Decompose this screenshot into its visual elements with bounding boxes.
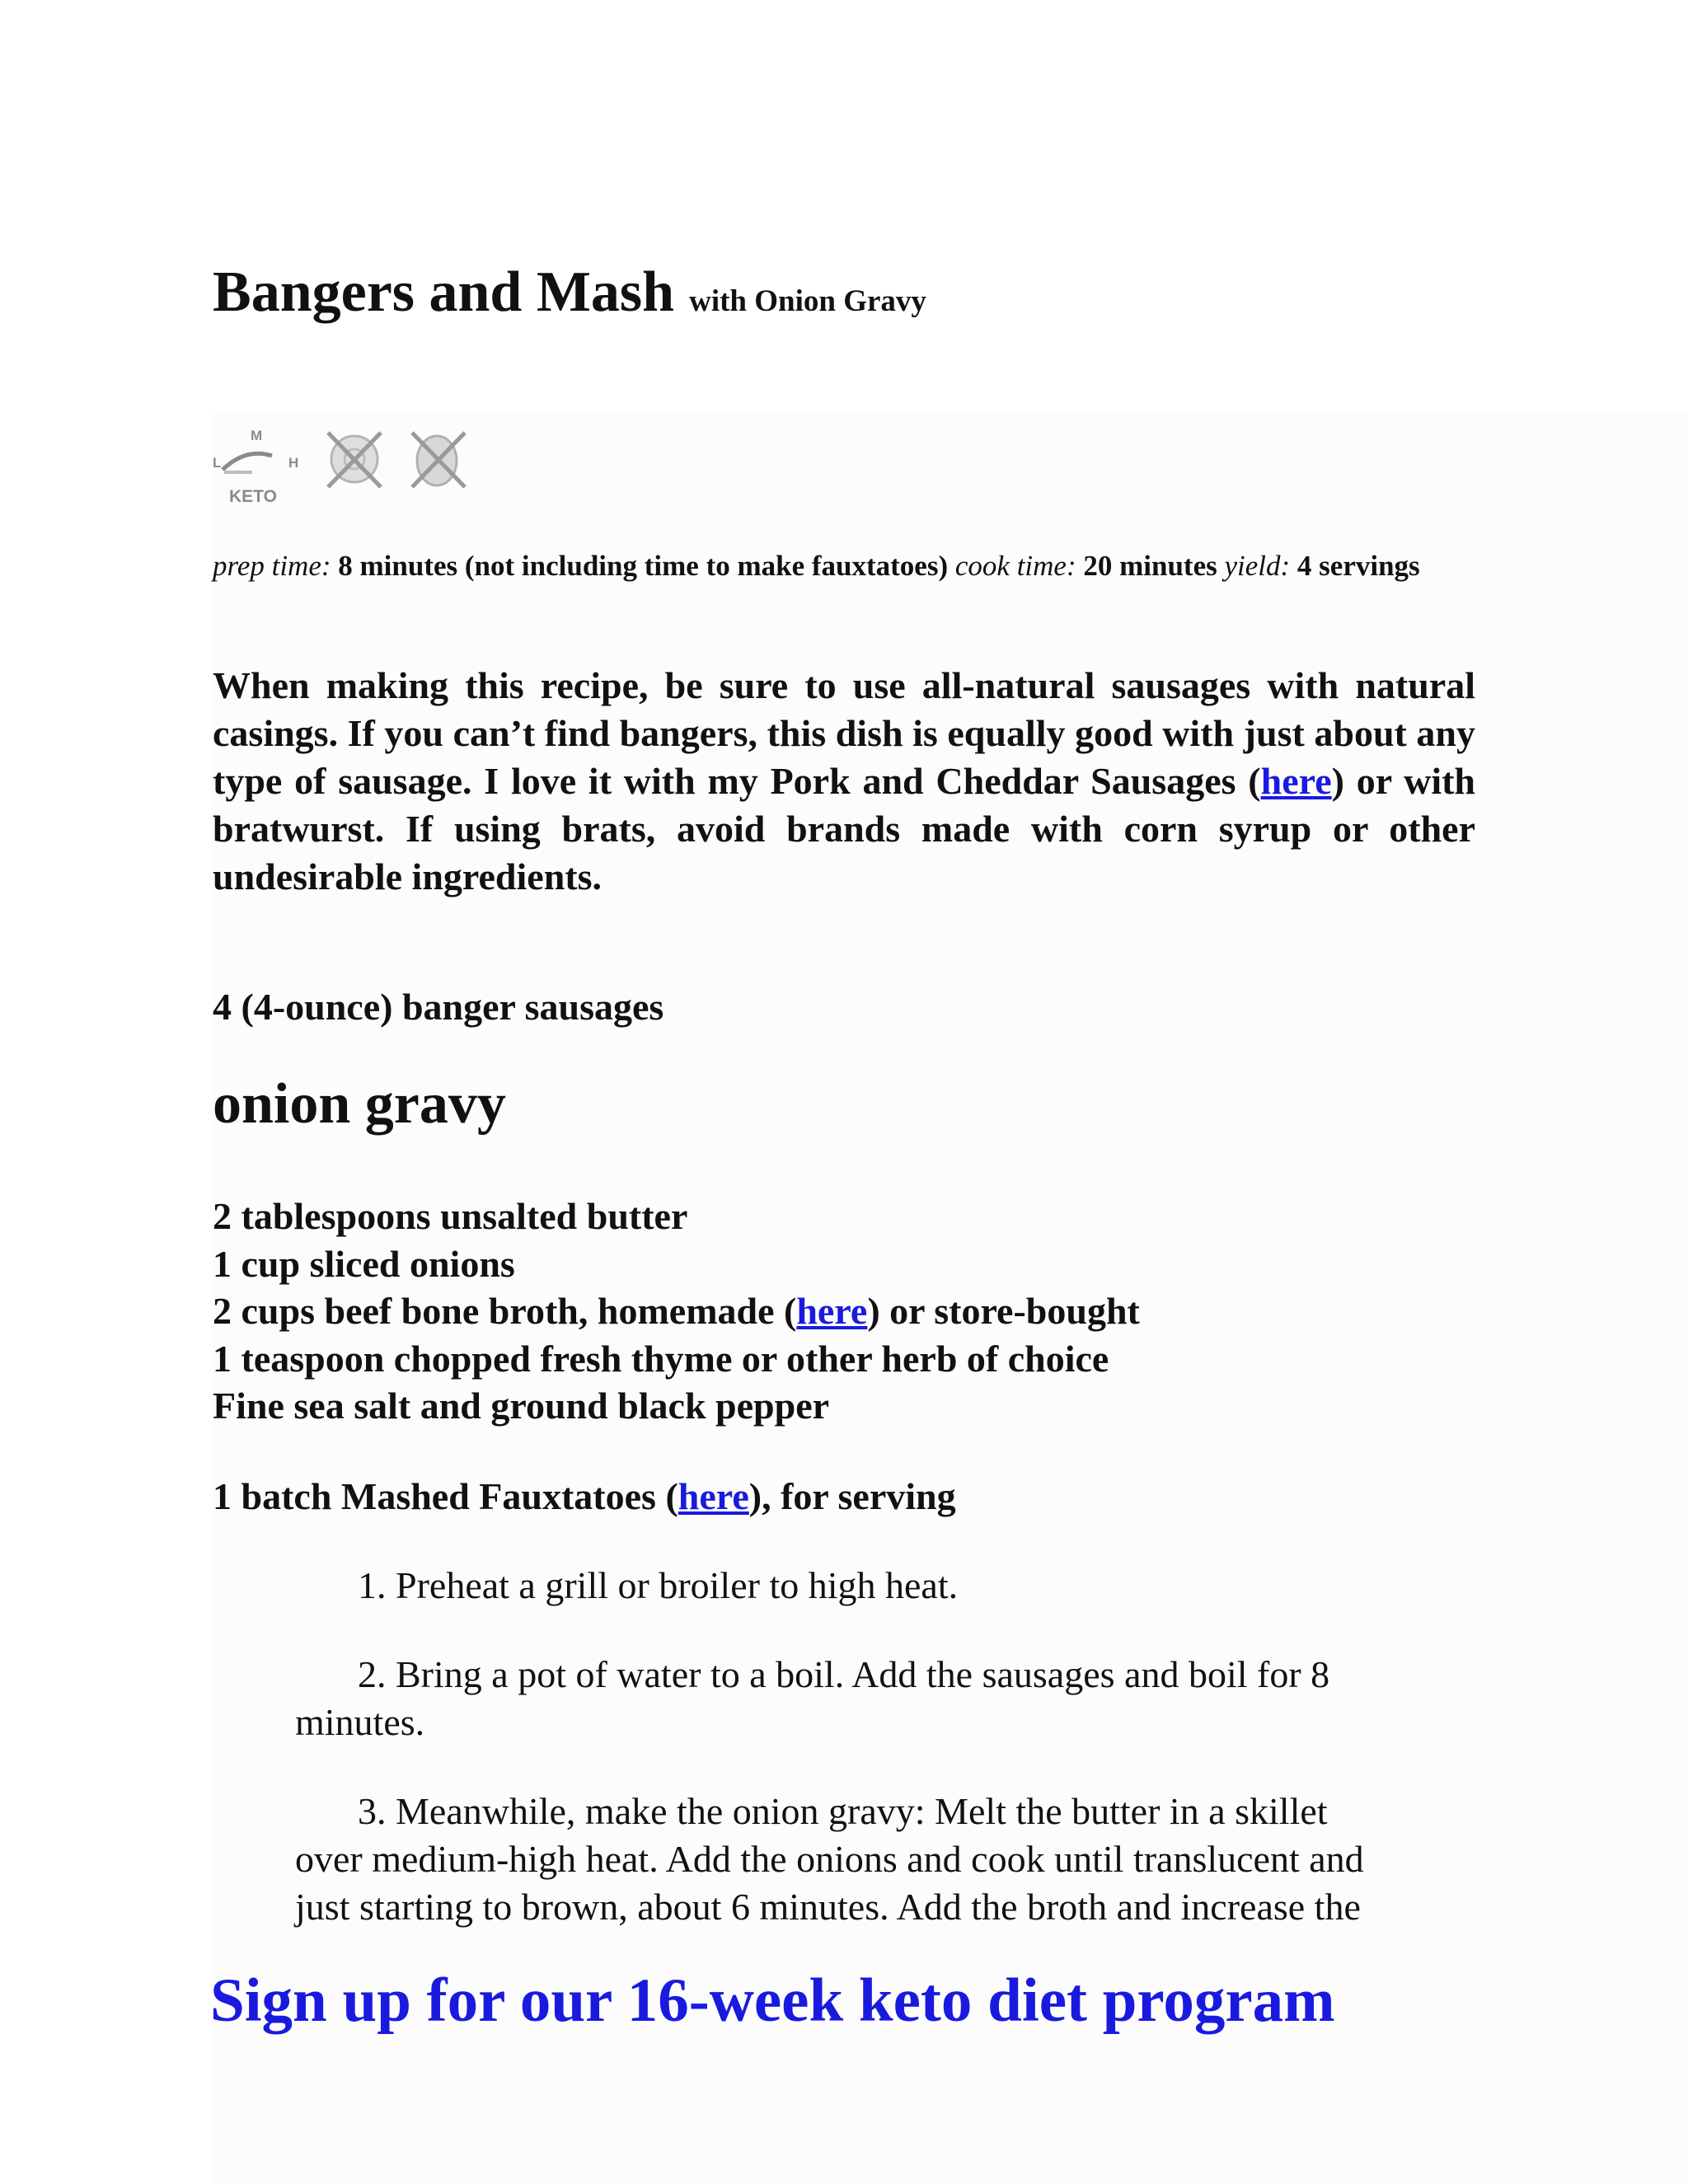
recipe-intro (213, 662, 1475, 901)
step-3-line-3: just starting to brown, about 6 minutes. Add the broth and increase the (295, 1886, 1361, 1928)
recipe-times (213, 548, 1475, 584)
keto-gauge-high-label: H (288, 455, 299, 471)
fauxtatoes-text-part2: ), for serving (748, 1475, 956, 1517)
step-2 (295, 1651, 1482, 1746)
diet-icons-svg (213, 424, 485, 515)
recipe-title (213, 260, 926, 326)
prep-time-value: 8 minutes (not including time to make fauxtatoes) (338, 550, 949, 582)
ingredient-seasoning: Fine sea salt and ground black pepper (213, 1385, 830, 1427)
keto-gauge-label: KETO (229, 487, 277, 506)
gravy-ingredient-list (213, 1193, 1140, 1430)
fauxtatoes-text-part1: 1 batch Mashed Fauxtatoes ( (213, 1475, 678, 1517)
prep-time-label: prep time: (213, 550, 331, 582)
yield-value: 4 servings (1296, 550, 1420, 582)
ingredient-broth (213, 1287, 1140, 1335)
step-3-line-2: over medium-high heat. Add the onions and cook until translucent and (295, 1838, 1364, 1880)
sausage-ingredient: 4 (4-ounce) banger sausages (213, 986, 664, 1028)
broth-text-part1: 2 cups beef bone broth, homemade ( (213, 1290, 797, 1332)
step-1 (295, 1562, 1482, 1610)
mashed-fauxtatoes-link[interactable]: here (678, 1475, 749, 1517)
pork-cheddar-sausages-link[interactable]: here (1260, 760, 1332, 802)
diet-icons (213, 424, 485, 515)
keto-gauge-arc (223, 453, 272, 470)
keto-gauge-medium-label: M (251, 428, 263, 443)
step-2-line-2: minutes. (295, 1701, 425, 1743)
keto-gauge-low-label: L (213, 455, 222, 471)
cook-time-value: 20 minutes (1083, 550, 1217, 582)
yield-label: yield: (1224, 550, 1291, 582)
cook-time-label: cook time: (954, 550, 1076, 582)
crossed-out-dairy-icon (328, 433, 381, 487)
step-1-text: 1. Preheat a grill or broiler to high heat. (358, 1564, 959, 1606)
intro-text-part2: ) or with bratwurst. If using brats, avoid brands made with corn syrup or other undesirable ingredients. (213, 760, 1475, 898)
step-2-line-1: 2. Bring a pot of water to a boil. Add the sausages and boil for 8 (358, 1653, 1330, 1695)
recipe-subtitle: with Onion Gravy (689, 284, 926, 318)
ingredient-butter: 2 tablespoons unsalted butter (213, 1195, 688, 1237)
bone-broth-link[interactable]: here (796, 1290, 868, 1332)
fauxtatoes-ingredient (213, 1473, 956, 1521)
ingredient-thyme: 1 teaspoon chopped fresh thyme or other herb of choice (213, 1337, 1109, 1380)
step-3-line-1: 3. Meanwhile, make the onion gravy: Melt the butter in a skillet (358, 1790, 1328, 1832)
ingredient-onions: 1 cup sliced onions (213, 1242, 515, 1285)
keto-level-gauge-icon (213, 428, 298, 506)
gravy-heading: onion gravy (213, 1072, 506, 1136)
recipe-title-main: Bangers and Mash (213, 260, 675, 324)
signup-banner-link[interactable]: Sign up for our 16-week keto diet program (210, 1966, 1335, 2035)
crossed-out-egg-icon (412, 433, 465, 487)
broth-text-part2: ) or store-bought (867, 1290, 1140, 1332)
step-3 (295, 1788, 1482, 1931)
intro-text-part1: When making this recipe, be sure to use all-natural sausages with natural casings. If you can’t find bangers, this dish is equally good with just about any type of sausage. I love it with my Pork and Cheddar Sausages ( (213, 664, 1475, 802)
